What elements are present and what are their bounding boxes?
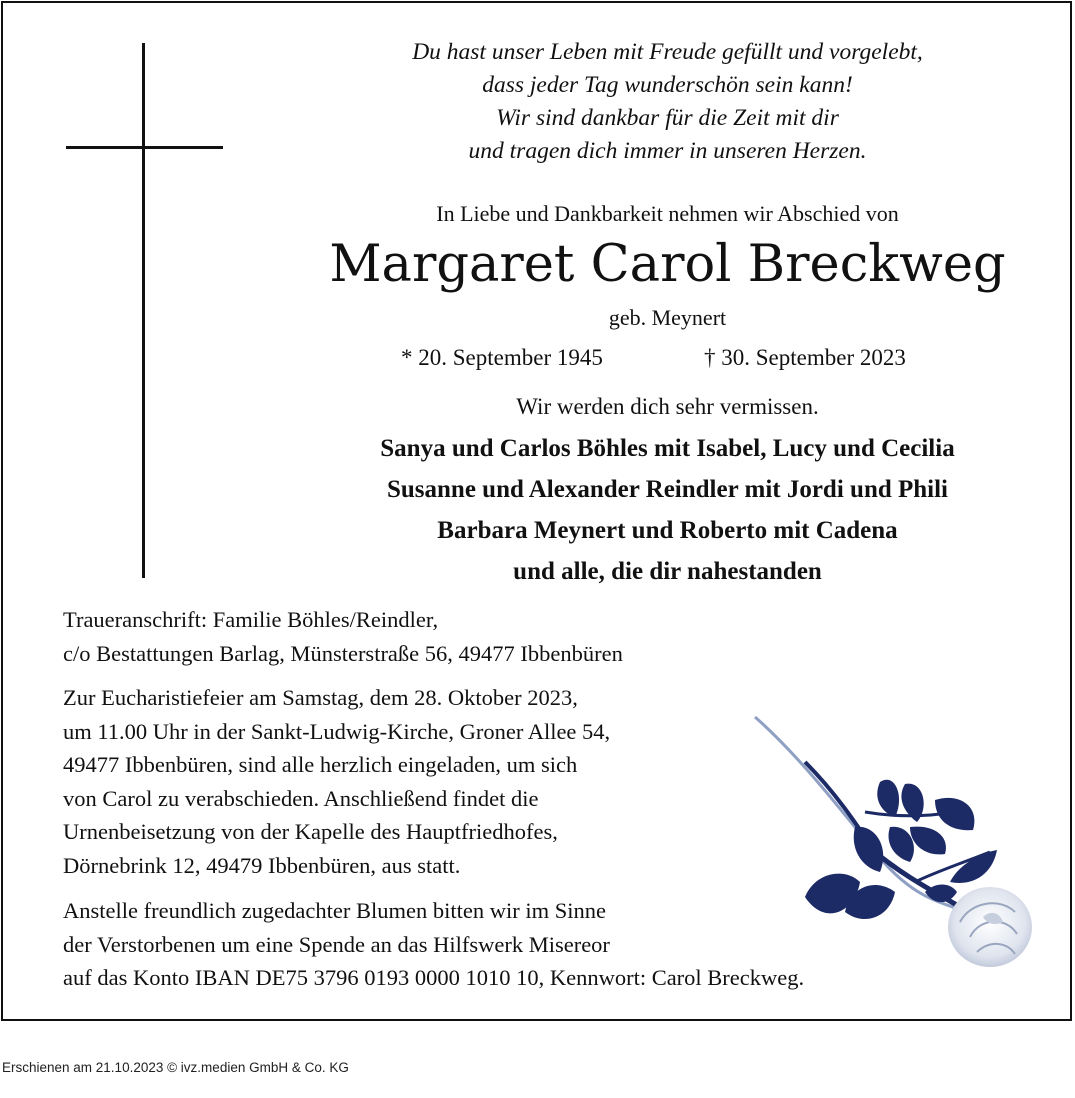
farewell-intro: In Liebe und Dankbarkeit nehmen wir Abschied von bbox=[436, 201, 899, 226]
family-line: und alle, die dir nahestanden bbox=[513, 558, 822, 585]
family-line: Barbara Meynert und Roberto mit Cadena bbox=[437, 517, 898, 544]
service-line: von Carol zu verabschieden. Anschließend findet die bbox=[63, 785, 539, 811]
address-line: c/o Bestattungen Barlag, Münsterstraße 56, 49477 Ibbenbüren bbox=[63, 640, 623, 666]
mourning-address bbox=[63, 603, 623, 670]
cross-icon bbox=[142, 43, 145, 578]
birth-date: * 20. September 1945 bbox=[401, 345, 603, 370]
poem-line: dass jeder Tag wunderschön sein kann! bbox=[482, 72, 853, 98]
poem-line: und tragen dich immer in unseren Herzen. bbox=[468, 138, 867, 164]
donation-line: Anstelle freundlich zugedachter Blumen bitten wir im Sinne bbox=[63, 898, 606, 923]
address-line: Traueranschrift: Familie Böhles/Reindler, bbox=[63, 607, 439, 632]
service-line: um 11.00 Uhr in der Sankt-Ludwig-Kirche, Groner Allee 54, bbox=[63, 718, 611, 744]
poem-line: Wir sind dankbar für die Zeit mit dir bbox=[496, 105, 839, 131]
donation-info bbox=[63, 894, 804, 995]
poem bbox=[330, 36, 1005, 168]
service-line: Urnenbeisetzung von der Kapelle des Hauptfriedhofes, bbox=[63, 819, 558, 844]
service-line: 49477 Ibbenbüren, sind alle herzlich eingeladen, um sich bbox=[63, 752, 578, 777]
family-line: Susanne und Alexander Reindler mit Jordi und Phili bbox=[386, 476, 949, 503]
service-info bbox=[63, 681, 610, 882]
service-line: Dörnebrink 12, 49479 Ibbenbüren, aus statt. bbox=[63, 852, 461, 878]
family-list bbox=[300, 428, 1035, 592]
donation-line: auf das Konto IBAN DE75 3796 0193 0000 1010 10, Kennwort: Carol Breckweg. bbox=[63, 965, 805, 990]
cross-icon-crossbar bbox=[66, 146, 223, 149]
publication-footer: Erschienen am 21.10.2023 © ivz.medien GmbH & Co. KG bbox=[2, 1060, 349, 1075]
miss-text: Wir werden dich sehr vermissen. bbox=[516, 394, 819, 419]
rose-illustration bbox=[745, 712, 1045, 982]
poem-line: Du hast unser Leben mit Freude gefüllt und vorgelebt, bbox=[412, 39, 923, 65]
death-date: † 30. September 2023 bbox=[704, 345, 906, 370]
deceased-name: Margaret Carol Breckweg bbox=[329, 235, 1006, 294]
service-line: Zur Eucharistiefeier am Samstag, dem 28. Oktober 2023, bbox=[63, 685, 578, 710]
birth-name: geb. Meynert bbox=[608, 305, 727, 330]
family-line: Sanya und Carlos Böhles mit Isabel, Lucy und Cecilia bbox=[380, 435, 955, 462]
donation-line: der Verstorbenen um eine Spende an das Hilfswerk Misereor bbox=[63, 931, 610, 957]
